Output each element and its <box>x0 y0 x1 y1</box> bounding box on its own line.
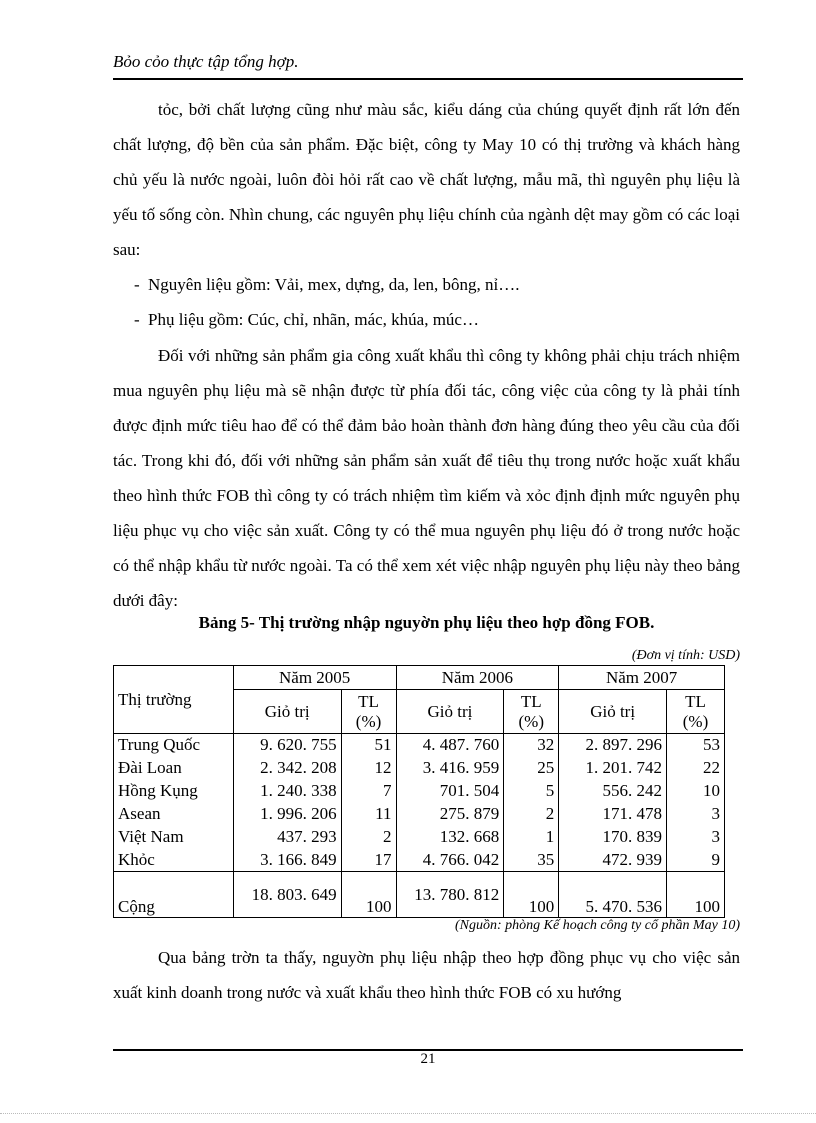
cell-value: 171. 478 <box>559 803 667 826</box>
cell-value: 4. 766. 042 <box>396 849 504 872</box>
column-header-year: Năm 2007 <box>559 666 725 690</box>
cell-ratio: 2 <box>341 826 396 849</box>
cell-market: Hồng Kụng <box>114 780 234 803</box>
cell-value: 701. 504 <box>396 780 504 803</box>
table-body <box>114 734 725 872</box>
cell-market: Khỏc <box>114 849 234 872</box>
list-item: - Phụ liệu gồm: Cúc, chỉ, nhãn, mác, khúa, múc… <box>134 302 520 337</box>
table-row-total <box>114 872 725 918</box>
cell-value: 13. 780. 812 <box>396 872 504 918</box>
page-number: 21 <box>420 1051 436 1067</box>
market-import-table <box>113 665 725 918</box>
header-title: Bỏo cỏo thực tập tổng hợp. <box>113 52 299 71</box>
cell-ratio: 22 <box>667 757 725 780</box>
cell-ratio: 10 <box>667 780 725 803</box>
cell-ratio: 51 <box>341 734 396 757</box>
cell-ratio: 100 <box>667 872 725 918</box>
cell-value: 132. 668 <box>396 826 504 849</box>
cell-value: 275. 879 <box>396 803 504 826</box>
column-header-market: Thị trường <box>114 666 234 734</box>
cell-value: 556. 242 <box>559 780 667 803</box>
cell-value: 1. 996. 206 <box>233 803 341 826</box>
table-title: Bảng 5- Thị trường nhập nguyờn phụ liệu theo hợp đồng FOB. <box>198 613 655 632</box>
list-item: - Nguyên liệu gồm: Vải, mex, dựng, da, len, bông, nỉ…. <box>134 267 520 302</box>
table-row <box>114 780 725 803</box>
table-source: (Nguồn: phòng Kế hoạch công ty cổ phần May 10) <box>455 918 740 933</box>
cell-ratio: 17 <box>341 849 396 872</box>
column-header-value: Giỏ trị <box>396 690 504 734</box>
cell-value: 437. 293 <box>233 826 341 849</box>
cell-market: Asean <box>114 803 234 826</box>
cell-value: 3. 166. 849 <box>233 849 341 872</box>
cell-value: 1. 240. 338 <box>233 780 341 803</box>
cell-market: Việt Nam <box>114 826 234 849</box>
materials-list <box>134 267 520 337</box>
column-header-value: Giỏ trị <box>233 690 341 734</box>
cell-ratio: 25 <box>504 757 559 780</box>
cell-ratio: 32 <box>504 734 559 757</box>
cell-ratio: 3 <box>667 803 725 826</box>
cell-market: Trung Quốc <box>114 734 234 757</box>
column-header-ratio: TL (%) <box>504 690 559 734</box>
cell-value: 2. 897. 296 <box>559 734 667 757</box>
page-edge <box>0 1113 816 1114</box>
cell-value: 472. 939 <box>559 849 667 872</box>
page-header <box>113 52 743 80</box>
table-row <box>114 826 725 849</box>
table-unit: (Đơn vị tính: USD) <box>631 648 740 663</box>
cell-value: 1. 201. 742 <box>559 757 667 780</box>
column-header-value: Giỏ trị <box>559 690 667 734</box>
cell-ratio: 1 <box>504 826 559 849</box>
table-row <box>114 849 725 872</box>
paragraph-intro: tỏc, bởi chất lượng cũng như màu sắc, kiểu dáng của chúng quyết định rất lớn đến chất lượng, độ bền của sản phẩm. Đặc biệt, công ty May 10 có thị trường và khách hàng chủ yếu là nước ngoài, luôn đòi hỏi rất cao về chất lượng, mẫu mã, thì nguyên phụ liệu là yếu tố sống còn. Nhìn chung, các nguyên phụ liệu chính của ngành dệt may gồm có các loại sau: <box>113 100 740 259</box>
cell-ratio: 5 <box>504 780 559 803</box>
paragraph-conclusion: Qua bảng trờn ta thấy, nguyờn phụ liệu nhập theo hợp đồng phục vụ cho việc sản xuất kinh doanh trong nước và xuất khẩu theo hình thức FOB có xu hướng <box>113 948 740 1002</box>
cell-ratio: 11 <box>341 803 396 826</box>
cell-ratio: 53 <box>667 734 725 757</box>
cell-value: 3. 416. 959 <box>396 757 504 780</box>
cell-value: 2. 342. 208 <box>233 757 341 780</box>
column-header-ratio: TL (%) <box>341 690 396 734</box>
cell-ratio: 35 <box>504 849 559 872</box>
cell-ratio: 100 <box>504 872 559 918</box>
cell-value: 4. 487. 760 <box>396 734 504 757</box>
column-header-year: Năm 2006 <box>396 666 559 690</box>
cell-ratio: 7 <box>341 780 396 803</box>
table-row <box>114 803 725 826</box>
cell-value: 5. 470. 536 <box>559 872 667 918</box>
cell-ratio: 9 <box>667 849 725 872</box>
cell-market: Đài Loan <box>114 757 234 780</box>
cell-ratio: 100 <box>341 872 396 918</box>
table-row <box>114 734 725 757</box>
cell-value: 18. 803. 649 <box>233 872 341 918</box>
column-header-year: Năm 2005 <box>233 666 396 690</box>
table-row <box>114 757 725 780</box>
paragraph-fob: Đối với những sản phẩm gia công xuất khẩu thì công ty không phải chịu trách nhiệm mua nguyên phụ liệu mà sẽ nhận được từ phía đối tác, công việc của công ty là phải tính được định mức tiêu hao để có thể đảm bảo hoàn thành đơn hàng đúng theo yêu cầu của đối tác. Trong khi đó, đối với những sản phẩm sản xuất để tiêu thụ trong nước hoặc xuất khẩu theo hình thức FOB thì công ty có trách nhiệm tìm kiếm và xỏc định định mức nguyên phụ liệu phục vụ cho việc sản xuất. Công ty có thể mua nguyên phụ liệu đó ở trong nước hoặc có thể nhập khẩu từ nước ngoài. Ta có thể xem xét việc nhập nguyên phụ liệu này theo bảng dưới đây: <box>113 346 740 610</box>
cell-value: 9. 620. 755 <box>233 734 341 757</box>
cell-ratio: 3 <box>667 826 725 849</box>
cell-ratio: 12 <box>341 757 396 780</box>
cell-value: 170. 839 <box>559 826 667 849</box>
cell-market: Cộng <box>114 872 234 918</box>
cell-ratio: 2 <box>504 803 559 826</box>
column-header-ratio: TL (%) <box>667 690 725 734</box>
